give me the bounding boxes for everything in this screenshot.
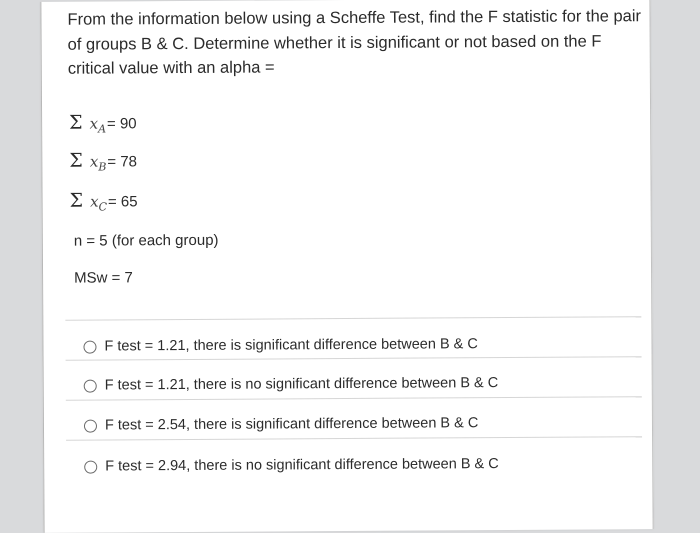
sigma-symbol: Σ	[69, 111, 83, 134]
sum-c-value: = 65	[107, 193, 138, 211]
answer-option-2[interactable]	[84, 371, 499, 398]
radio-button[interactable]	[84, 419, 97, 432]
msw-line: MSw = 7	[74, 269, 133, 287]
answer-option-label: F test = 1.21, there is no significant difference between B & C	[104, 375, 499, 394]
sigma-symbol: Σ	[69, 149, 83, 172]
radio-button[interactable]	[84, 460, 97, 473]
sum-b-row	[69, 149, 137, 173]
question-card	[40, 0, 653, 533]
radio-button[interactable]	[84, 379, 97, 392]
sum-a-variable: x	[89, 114, 99, 133]
answer-option-label: F test = 2.94, there is no significant difference between B & C	[105, 456, 499, 475]
sum-b-value: = 78	[107, 153, 138, 171]
sigma-symbol: Σ	[69, 189, 84, 212]
answer-option-4[interactable]	[84, 452, 499, 479]
radio-button[interactable]	[83, 340, 96, 353]
answer-option-3[interactable]	[84, 411, 478, 437]
sum-a-subscript: A	[98, 122, 107, 136]
sum-c-row	[70, 189, 138, 213]
sum-c-variable: x	[89, 192, 99, 211]
n-line: n = 5 (for each group)	[73, 231, 219, 250]
answer-option-1[interactable]	[83, 332, 477, 358]
divider	[65, 316, 641, 321]
sum-b-subscript: B	[98, 160, 107, 174]
sum-a-value: = 90	[106, 115, 137, 133]
question-text: From the information below using a Scheffe Test, find the F statistic for the pair of groups B & C. Determine whether it is significant or not based on the F critical value with an alpha =	[67, 7, 642, 78]
sum-a-row	[69, 111, 137, 135]
answer-option-label: F test = 2.54, there is significant difference between B & C	[104, 415, 479, 434]
sum-c-subscript: C	[98, 200, 108, 214]
sum-b-variable: x	[89, 152, 99, 171]
answer-option-label: F test = 1.21, there is significant difference between B & C	[104, 336, 478, 355]
